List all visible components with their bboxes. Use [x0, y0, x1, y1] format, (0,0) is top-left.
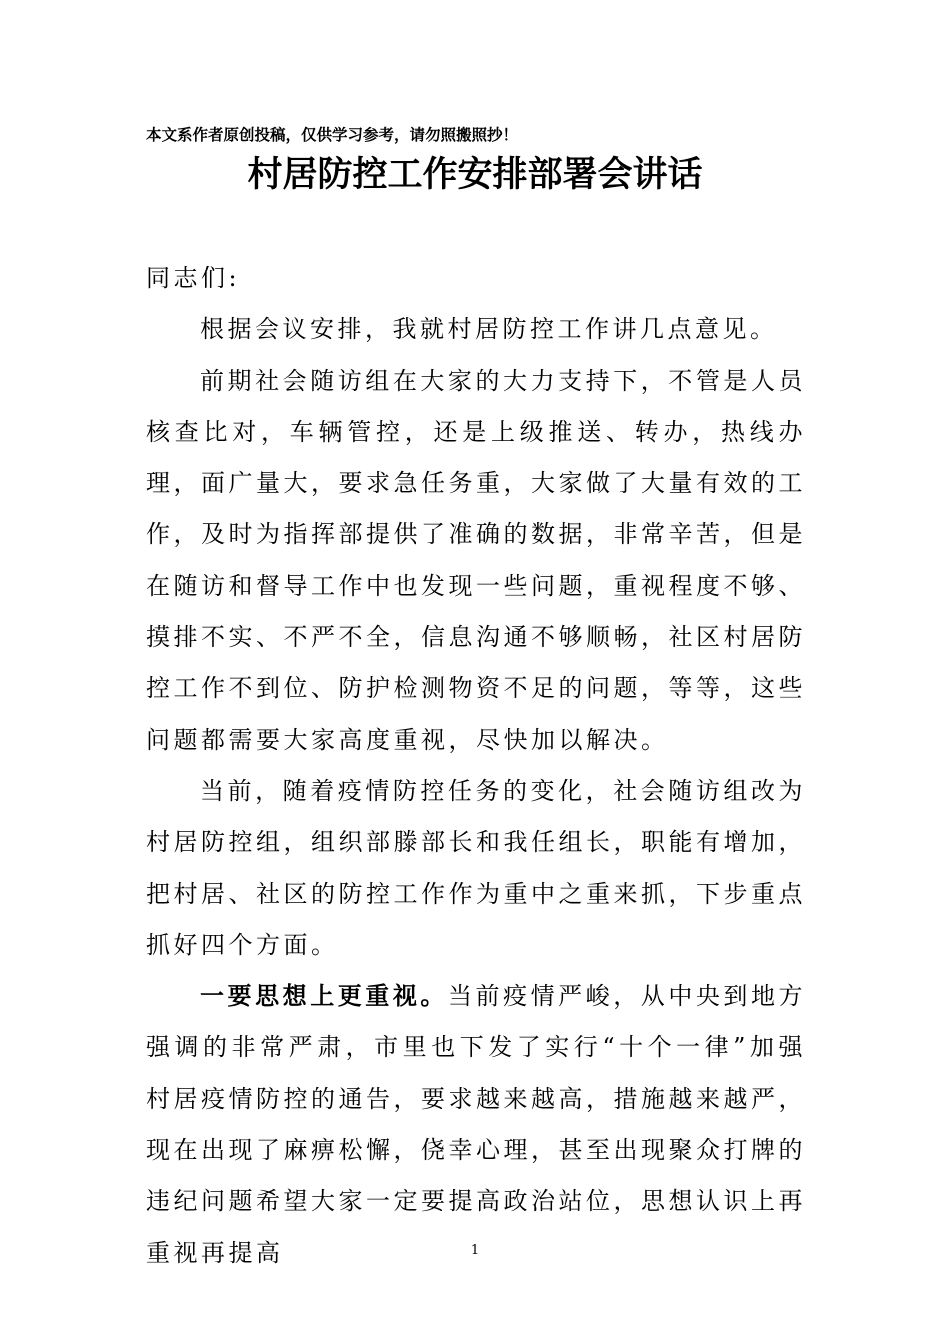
point-one-heading: 一要思想上更重视。 — [200, 982, 448, 1011]
paragraph-previous-work: 前期社会随访组在大家的大力支持下，不管是人员核查比对，车辆管控，还是上级推送、转办，热线办理，面广量大，要求急任务重，大家做了大量有效的工作，及时为指挥部提供了准确的数据，非常辛苦，但是在随访和督导工作中也发现一些问题，重视程度不够、摸排不实、不严不全，信息沟通不够顺畅，社区村居防控工作不到位、防护检测物资不足的问题，等等，这些问题都需要大家高度重视，尽快加以解决。 — [146, 366, 806, 754]
paragraph-current-task: 当前，随着疫情防控任务的变化，社会随访组改为村居防控组，组织部滕部长和我任组长，职能有增加，把村居、社区的防控工作作为重中之重来抓，下步重点抓好四个方面。 — [146, 776, 806, 959]
speech-body — [146, 253, 806, 1279]
paragraph-point-one — [146, 971, 806, 1279]
paragraph-intro: 根据会议安排，我就村居防控工作讲几点意见。 — [200, 315, 778, 344]
copyright-notice: 本文系作者原创投稿，仅供学习参考，请勿照搬照抄！ — [146, 125, 519, 144]
greeting: 同志们: — [146, 264, 241, 292]
page-number: 1 — [470, 1243, 480, 1258]
document-title: 村居防控工作安排部署会讲话 — [247, 154, 703, 195]
point-one-text: 当前疫情严峻，从中央到地方强调的非常严肃，市里也下发了实行“十个一律”加强村居疫情防控的通告，要求越来越高，措施越来越严，现在出现了麻痹松懈，侥幸心理，甚至出现聚众打牌的违纪问题希望大家一定要提高政治站位，思想认识上再重视再提高 — [146, 982, 807, 1267]
